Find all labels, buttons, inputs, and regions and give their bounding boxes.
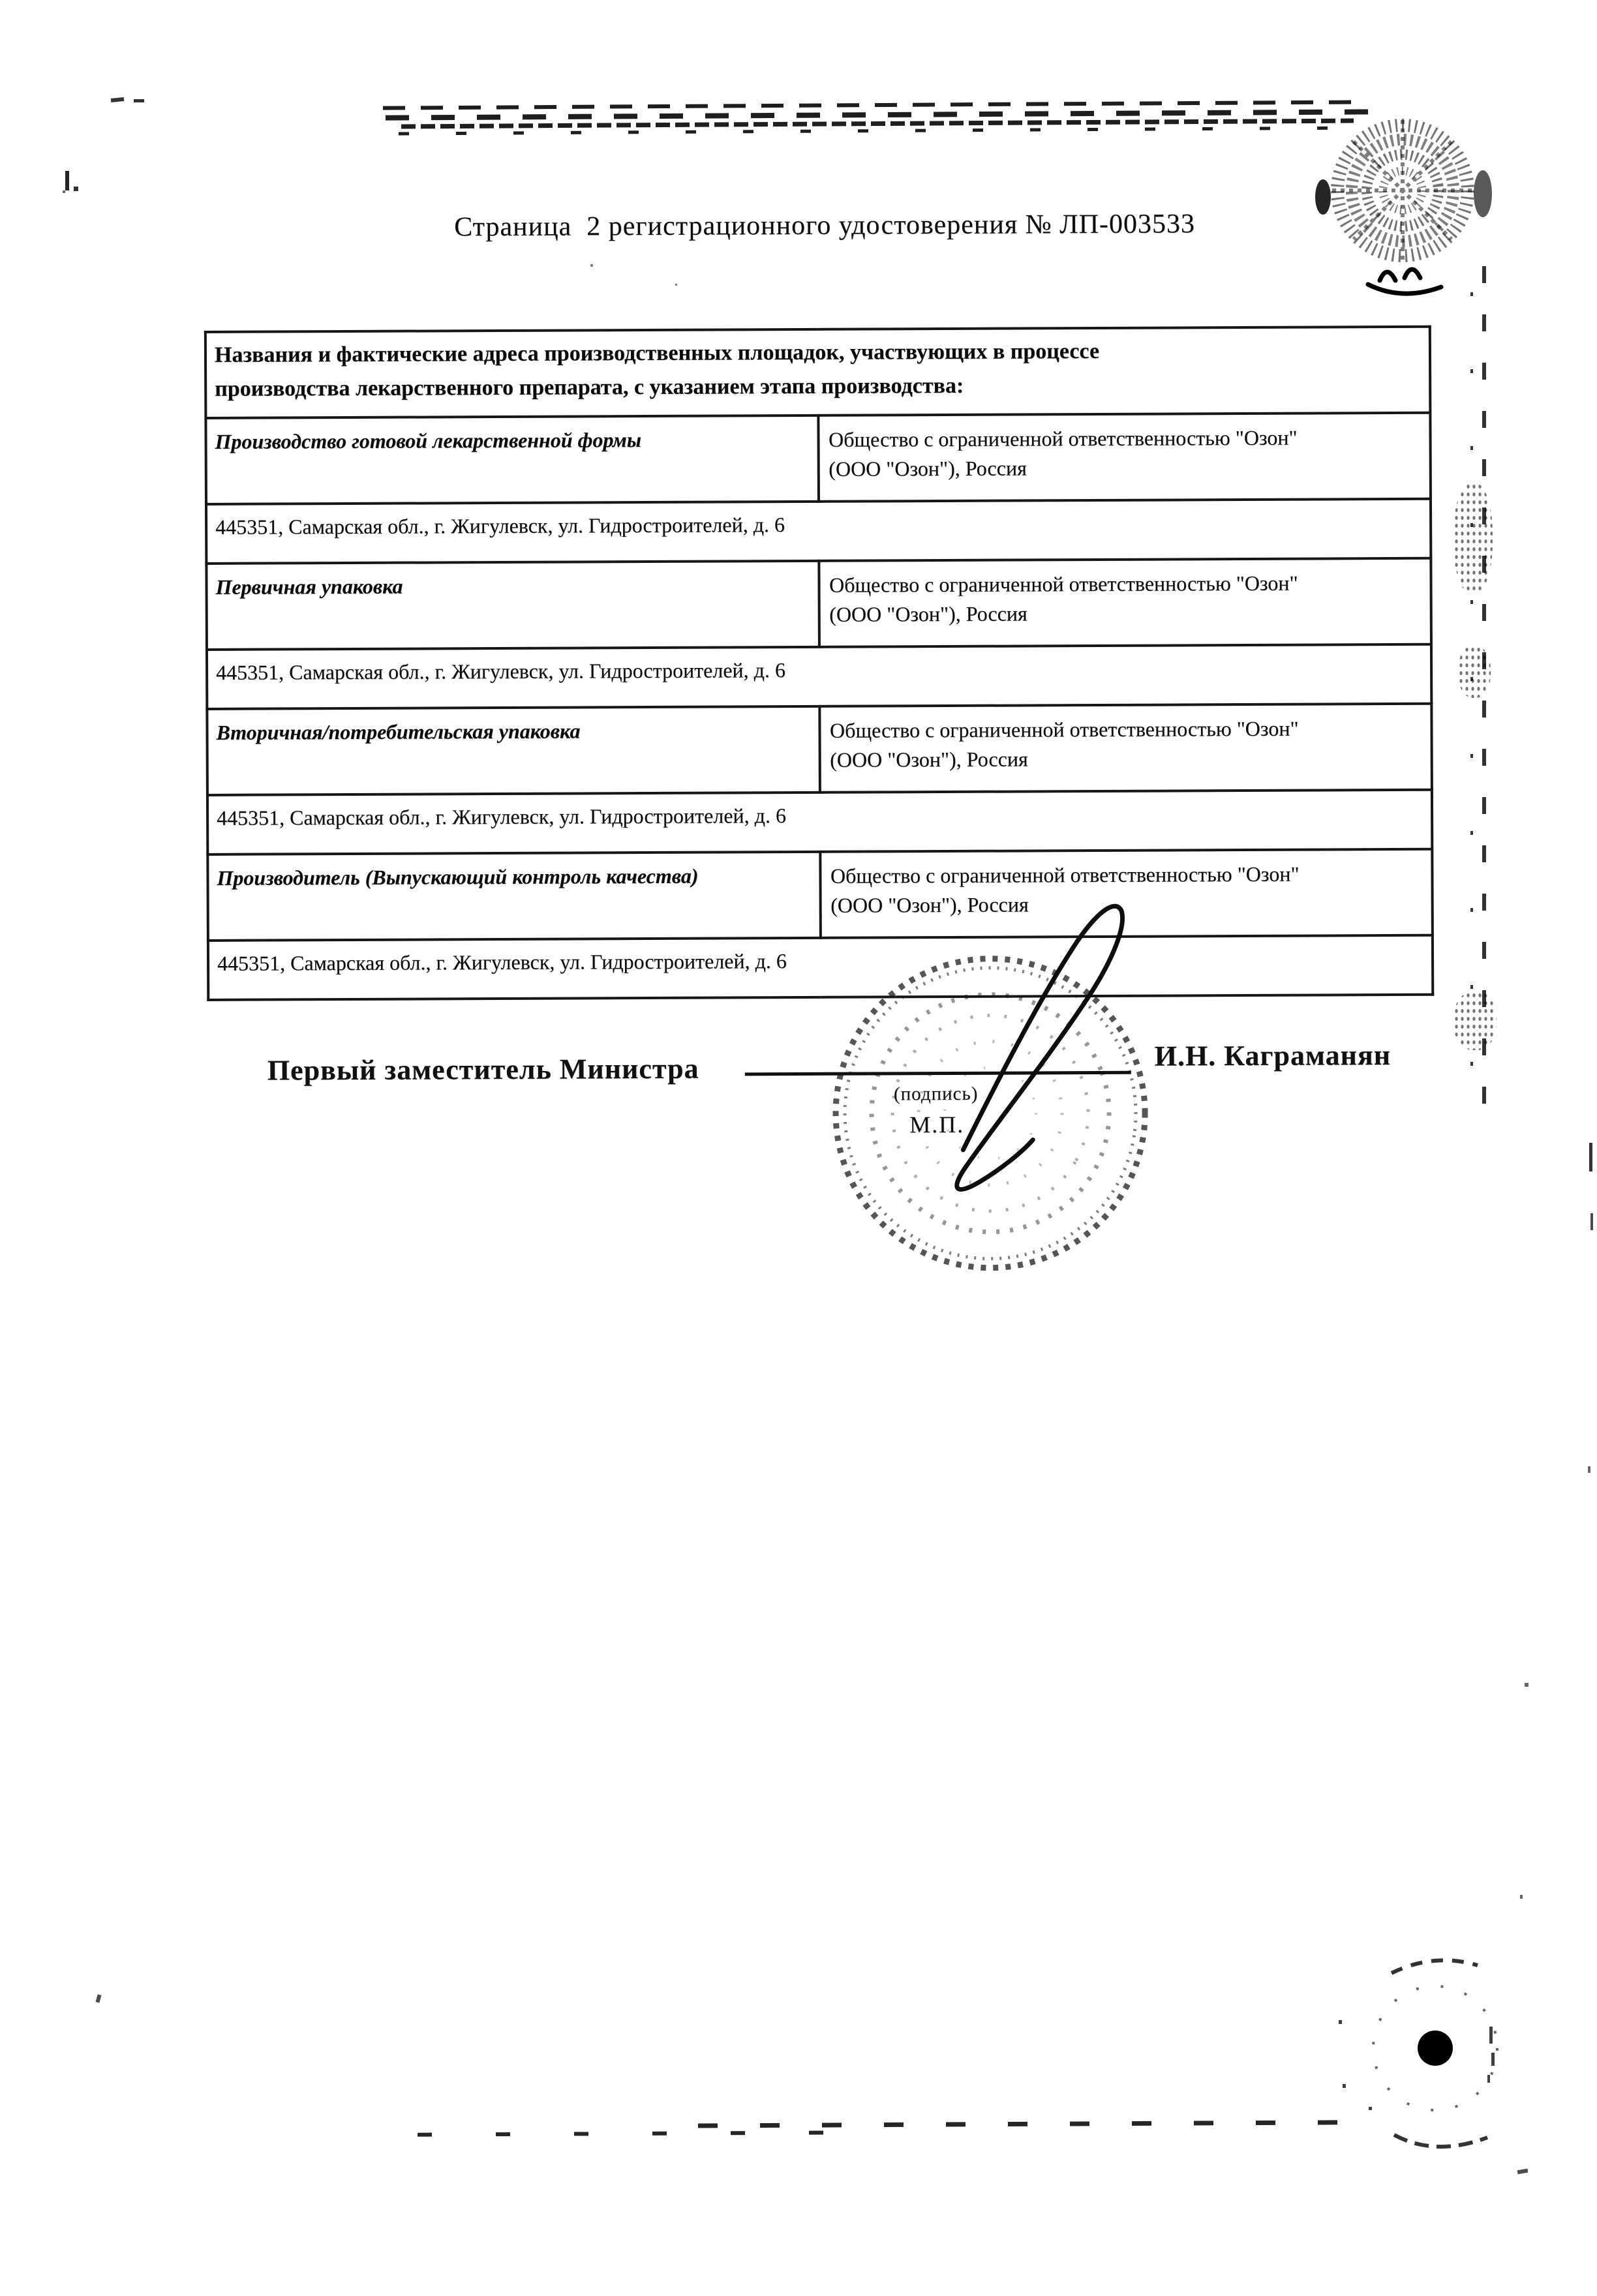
- company-line: (ООО "Озон"), Россия: [830, 747, 1028, 772]
- table-header-row: [205, 327, 1431, 418]
- table-header-line: Названия и фактические адреса производственных площадок, участвующих в процессе: [214, 339, 1100, 367]
- company-cell: [818, 413, 1431, 502]
- table-row: [207, 790, 1432, 854]
- address-cell: 445351, Самарская обл., г. Жигулевск, ул. Гидростроителей, д. 6: [207, 790, 1432, 854]
- company-line: Общество с ограниченной ответственностью "Озон": [830, 862, 1300, 888]
- table-row: [206, 558, 1431, 650]
- stage-cell: Производство готовой лекарственной формы: [205, 415, 818, 504]
- production-sites-table: [204, 325, 1434, 1001]
- company-line: (ООО "Озон"), Россия: [829, 601, 1027, 626]
- table-row: [208, 935, 1433, 1000]
- signatory-post: Первый заместитель Министра: [267, 1052, 699, 1087]
- table-row: [207, 644, 1431, 709]
- company-line: Общество с ограниченной ответственностью "Озон": [829, 716, 1299, 742]
- table-row: [207, 704, 1432, 795]
- table-row: [207, 849, 1433, 941]
- table-header-line: производства лекарственного препарата, с указанием этапа производства:: [215, 373, 964, 401]
- company-line: (ООО "Озон"), Россия: [830, 892, 1029, 917]
- table-row: [205, 413, 1431, 504]
- stage-cell: Производитель (Выпускающий контроль качества): [207, 852, 820, 941]
- page-title: Страница 2 регистрационного удостоверения № ЛП-003533: [454, 209, 1196, 243]
- company-line: Общество с ограниченной ответственностью "Озон": [829, 571, 1298, 597]
- company-line: (ООО "Озон"), Россия: [829, 456, 1027, 481]
- signature-caption: (подпись): [893, 1083, 979, 1105]
- stage-cell: Вторичная/потребительская упаковка: [207, 706, 819, 795]
- company-cell: [819, 704, 1432, 793]
- company-cell: [819, 558, 1431, 647]
- address-cell: 445351, Самарская обл., г. Жигулевск, ул. Гидростроителей, д. 6: [208, 935, 1433, 1000]
- address-cell: 445351, Самарская обл., г. Жигулевск, ул. Гидростроителей, д. 6: [206, 499, 1431, 564]
- company-line: Общество с ограниченной ответственностью "Озон": [828, 425, 1298, 451]
- address-cell: 445351, Самарская обл., г. Жигулевск, ул. Гидростроителей, д. 6: [207, 644, 1431, 709]
- stage-cell: Первичная упаковка: [206, 561, 819, 650]
- table-header-cell: [205, 327, 1431, 418]
- seal-place-abbr: М.П.: [909, 1111, 965, 1138]
- signatory-name: И.Н. Каграманян: [1154, 1039, 1392, 1072]
- signature-flourish: [956, 906, 1123, 1189]
- round-stamp: [821, 898, 1163, 1290]
- table-row: [206, 499, 1431, 564]
